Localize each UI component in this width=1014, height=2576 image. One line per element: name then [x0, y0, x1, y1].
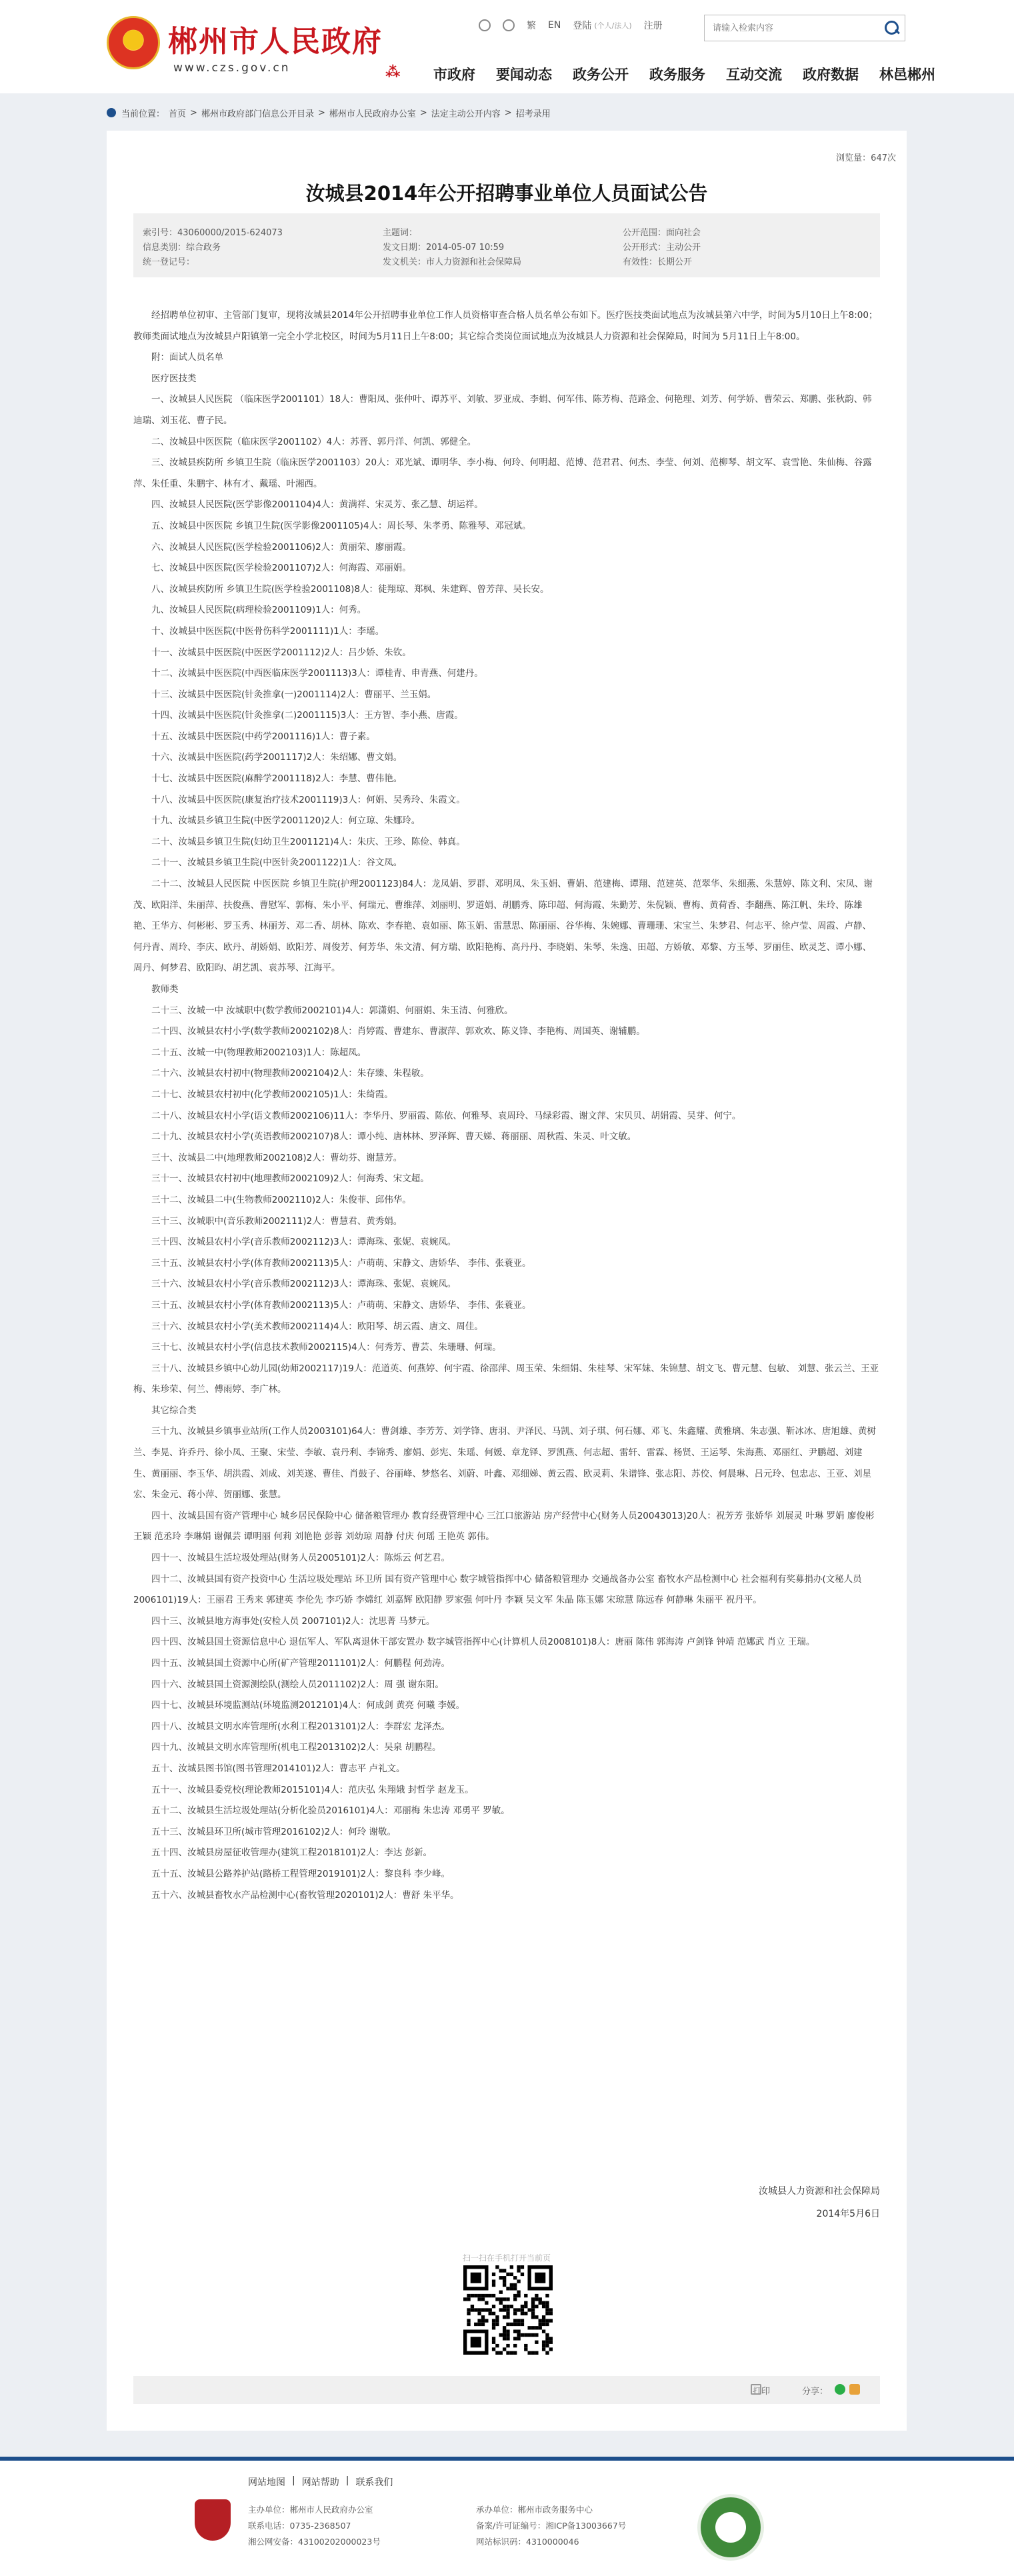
article-paragraph: 四十一、汝城县生活垃圾处理站(财务人员2005101)2人：陈烁云 何艺君。 [151, 1553, 451, 1564]
article-paragraph: 四十二、汝城县国有资产投资中心 生活垃圾处理站 环卫所 国有资产管理中心 数字城管指挥中心 储备粮管理办 交通战备办公室 畜牧水产品检测中心 社会福利有奖募捐办(文秘人员2006101)19人：王丽君 王秀来 郭建英 李伦先 李巧娇 李嫦红 刘嘉辉 欧阳静 罗家强 何叶丹 李颖 吴文军 朱晶 陈玉娜 宋琼慧 陈远春 何静琳 朱丽平 祝丹平。 [133, 1573, 862, 1606]
footer-organizer: 承办单位：郴州市政务服务中心 [476, 2505, 593, 2515]
register-link[interactable]: 注册 [643, 21, 663, 31]
article-paragraph: 五十三、汝城县环卫所(城市管理2016102)2人：何玲 谢敬。 [151, 1826, 397, 1837]
article-paragraph: 十六、汝城县中医医院(药学2001117)2人：朱绍娜、曹文娟。 [151, 752, 403, 763]
article-paragraph: 三十五、汝城县农村小学(体育教师2002113)5人：卢萌萌、宋静文、唐娇华、 李伟、张蓑亚。 [151, 1299, 531, 1311]
nav-item-gov-data[interactable]: 政府数据 [803, 67, 859, 83]
nav-item-linyi-chenzhou[interactable]: 林邑郴州 [879, 67, 935, 83]
article-paragraph: 四十六、汝城县国土资源测绘队(测绘人员2011102)2人：周 强 谢东阳。 [151, 1679, 444, 1690]
article-paragraph: 十九、汝城县乡镇卫生院(中医学2001120)2人：何立琼、朱娜玲。 [151, 815, 421, 827]
footer-phone: 联系电话：0735-2368507 [248, 2521, 351, 2531]
location-pin-icon [107, 108, 116, 117]
national-emblem-icon [107, 16, 160, 69]
article-body [133, 305, 880, 1906]
share-label: 分享： [801, 2387, 828, 2397]
article-paragraph: 十二、汝城县中医医院(中西医临床医学2001113)3人：谭桂青、申青燕、何建丹。 [151, 668, 483, 679]
article-paragraph: 十、汝城县中医医院(中医骨伤科学2001111)1人：李瑶。 [151, 625, 385, 637]
article-paragraph: 三十五、汝城县农村小学(体育教师2002113)5人：卢萌萌、宋静文、唐娇华、 李伟、张蓑亚。 [151, 1257, 531, 1269]
breadcrumb: 当前位置： 首页 > 郴州市政府部门信息公开目录 > 郴州市人民政府办公室 > 法定主动公开内容 > 招考录用 [107, 99, 907, 127]
article-paragraph: 十八、汝城县中医医院(康复治疗技术2001119)3人：何娟、吴秀玲、朱霞文。 [151, 794, 465, 805]
article-paragraph: 十五、汝城县中医医院(中药学2001116)1人：曹子素。 [151, 731, 375, 742]
nav-item-news[interactable]: 要闻动态 [496, 67, 552, 83]
article-paragraph: 七、汝城县中医医院(医学检验2001107)2人：何海霞、邓丽娟。 [151, 563, 411, 574]
site-footer [0, 2457, 1014, 2576]
article-paragraph: 四十四、汝城县国土资源信息中心 退伍军人、军队离退休干部安置办 数字城管指挥中心(计算机人员2008101)8人：唐丽 陈伟 郭海涛 卢剑锋 钟靖 范娜武 肖立 王瑞。 [151, 1637, 815, 1648]
article-paragraph: 三十四、汝城县农村小学(音乐教师2002112)3人：谭海珠、张妮、袁婉凤。 [151, 1237, 457, 1248]
article-paragraph: 五十六、汝城县畜牧水产品检测中心(畜牧管理2020101)2人：曹舒 朱平华。 [151, 1889, 459, 1901]
sign-date: 2014年5月6日 [816, 2209, 880, 2219]
breadcrumb-item[interactable]: 法定主动公开内容 [431, 109, 501, 119]
login-hint: (个人/法人) [594, 21, 632, 30]
article-actions [133, 2376, 880, 2404]
wechat-share-icon[interactable] [835, 2384, 845, 2395]
print-button[interactable]: 打印 [752, 2387, 770, 2397]
elder-mode-icon[interactable] [503, 19, 515, 31]
header-tools [479, 19, 663, 32]
article-paragraph: 二十六、汝城县农村初中(物理教师2002104)2人：朱存臻、朱程敏。 [151, 1068, 429, 1079]
article-paragraph: 三、汝城县疾防所 乡镇卫生院（临床医学2001103）20人：邓光斌、谭明华、李小梅、何玲、何明超、范博、范君君、何杰、李莹、何刘、范柳琴、胡文军、袁雪艳、朱仙梅、谷露萍、朱任重、朱鹏宇、林有才、戴瑶、叶湘西。 [133, 457, 872, 489]
gov-site-seal-icon[interactable] [697, 2494, 764, 2561]
article-paragraph: 三十二、汝城县二中(生物教师2002110)2人：朱俊菲、邱伟华。 [151, 1194, 411, 1205]
english-link[interactable]: EN [548, 20, 561, 31]
meta-publish-form: 公开形式：主动公开 [623, 242, 701, 253]
site-url: www.czs.gov.cn [173, 61, 291, 75]
article-paragraph: 五十、汝城县图书馆(图书管理2014101)2人：曹志平 卢礼文。 [151, 1763, 405, 1774]
article-paragraph: 三十三、汝城职中(音乐教师2002111)2人：曹慧君、黄秀娟。 [151, 1215, 403, 1227]
qr-caption: 扫一扫在手机打开当前页 [462, 2253, 551, 2263]
article-paragraph: 十七、汝城县中医医院(麻醉学2001118)2人：李慧、曹伟艳。 [151, 773, 403, 785]
view-count: 浏览量：647次 [836, 153, 896, 163]
article-paragraph: 四十、汝城县国有资产管理中心 城乡居民保险中心 储备粮管理办 教育经费管理中心 三江口旅游站 房产经营中心(财务人员20043013)20人：祝芳芳 张娇华 刘展灵 叶琳 罗娟 廖俊彬 王颖 范丞玲 李琳娟 谢佩芸 谭明丽 何莉 刘艳艳 彭蓉 刘幼琼 周静 付庆 何瑶 王艳英 郭伟。 [133, 1510, 875, 1543]
article-paragraph: 四十七、汝城县环境监测站(环境监测2012101)4人：何成剑 黄亮 何曦 李媛。 [151, 1700, 465, 1711]
search-icon[interactable] [883, 19, 901, 37]
article-paragraph: 五十二、汝城县生活垃圾处理站(分析化验员2016101)4人：邓丽梅 朱忠涛 邓勇平 罗敏。 [151, 1805, 510, 1817]
meta-category: 信息类别：综合政务 [143, 242, 221, 253]
article-paragraph: 三十八、汝城县乡镇中心幼儿园(幼师2002117)19人：范道英、何燕婷、何宇霞、徐邵萍、周玉荣、朱细娟、朱桂琴、宋军妹、朱锦慧、胡文飞、曹元慧、包敏、 刘慧、张云兰、王亚梅、朱珍荣、何兰、傅雨婷、李广林。 [133, 1363, 879, 1395]
article-paragraph: 五十四、汝城县房屋征收管理办(建筑工程2018101)2人：李达 彭新。 [151, 1847, 433, 1859]
footer-icp[interactable]: 备案/许可证编号：湘ICP备13003667号 [476, 2521, 627, 2531]
meta-topic: 主题词： [383, 227, 418, 238]
footer-site-code: 网站标识码：4310000046 [476, 2537, 579, 2547]
article-title: 汝城县2014年公开招聘事业单位人员面试公告 [305, 182, 708, 205]
breadcrumb-item[interactable]: 招考录用 [515, 109, 551, 119]
article-paragraph: 四十三、汝城县地方海事处(安检人员 2007101)2人：沈思菁 马梦元。 [151, 1615, 435, 1627]
article-paragraph: 三十六、汝城县农村小学(音乐教师2002112)3人：谭海珠、张妮、袁婉凤。 [151, 1279, 457, 1290]
footer-link-help[interactable]: 网站帮助 [301, 2477, 339, 2488]
footer-host: 主办单位：郴州市人民政府办公室 [248, 2505, 373, 2515]
search-box [704, 15, 905, 41]
nav-decoration-icon: ⁂ [385, 64, 401, 81]
search-input[interactable] [705, 15, 871, 41]
nav-item-services[interactable]: 政务服务 [649, 67, 705, 83]
traditional-chinese-link[interactable]: 繁 [527, 21, 536, 31]
article-paragraph: 三十、汝城县二中(地理教师2002108)2人：曹幼芬、谢慧芳。 [151, 1152, 403, 1163]
meta-unified-code: 统一登记号： [143, 257, 195, 267]
nav-item-city-gov[interactable]: 市政府 [433, 67, 475, 83]
article-paragraph: 四十九、汝城县文明水库管理所(机电工程2013102)2人：吴泉 胡鹏程。 [151, 1742, 441, 1753]
weibo-share-icon[interactable] [849, 2384, 860, 2395]
article-paragraph: 二十二、汝城县人民医院 中医医院 乡镇卫生院(护理2001123)84人：龙凤娟、罗群、邓明凤、朱玉娟、曹娟、范建梅、谭翔、范建英、范翠华、朱细燕、朱慧婷、陈文利、宋凤、谢茂、欧阳洋、朱丽萍、扶俊燕、曹慰军、郭梅、朱小平、何瑞元、曹维萍、刘丽明、罗道娟、胡鹏秀、陈印超、何海霞、朱勤芳、朱倪颖、曹梅、黄荷香、李翻燕、陈江帆、朱玲、陈雄艳、王华方、何彬彬、罗玉秀、林丽芳、邓二香、胡林、陈欢、李春艳、袁如丽、陈玉娟、雷慧思、陈丽丽、谷华梅、朱婉娜、曹珊珊、宋宝兰、朱梦君、何志平、徐卢莹、周霞、卢静、何丹青、周玲、李庆、欧丹、胡娇娟、欧阳芳、周俊芳、何芳华、朱文清、何方瑞、欧阳艳梅、高丹丹、李晓娟、朱琴、朱逸、田超、方娇敏、邓黎、方玉琴、罗丽佳、欧灵芝、谭小娜、周丹、何梦君、欧阳昀、胡艺凯、袁苏琴、江海平。 [133, 879, 873, 974]
footer-link-sitemap[interactable]: 网站地图 [248, 2477, 285, 2488]
article-paragraph: 二十七、汝城县农村初中(化学教师2002105)1人：朱绮霞。 [151, 1089, 393, 1100]
meta-validity: 有效性：长期公开 [623, 257, 693, 267]
article-paragraph: 一、汝城县人民医院 （临床医学2001101）18人：曹阳凤、张仲叶、谭苏平、刘敏、罗亚成、李娟、何军伟、陈芳梅、范路金、何艳理、刘芳、何学娇、曹荣云、郑鹏、张秋韵、韩迪瑞、刘玉花、曹子民。 [133, 394, 872, 426]
article-paragraph: 二十五、汝城一中(物理教师2002103)1人：陈超凤。 [151, 1047, 367, 1058]
accessibility-icon[interactable] [479, 19, 491, 31]
article-paragraph: 医疗医技类 [151, 373, 197, 384]
footer-col-2 [476, 2502, 626, 2550]
breadcrumb-item[interactable]: 首页 [169, 109, 187, 119]
article-paragraph: 四十八、汝城县文明水库管理所(水利工程2013101)2人：李群宏 龙泽杰。 [151, 1721, 451, 1732]
footer-police[interactable]: 湘公网安备：43100202000023号 [248, 2537, 381, 2547]
article-paragraph: 十四、汝城县中医医院(针灸推拿(二)2001115)3人：王方智、李小燕、唐霞。 [151, 710, 463, 721]
article-card [107, 131, 907, 2431]
article-paragraph: 二、汝城县中医医院（临床医学2001102）4人：苏晋、郭丹洋、何凯、郭健全。 [151, 436, 477, 447]
print-icon[interactable] [751, 2384, 761, 2395]
breadcrumb-item[interactable]: 郴州市人民政府办公室 [329, 109, 416, 119]
meta-publish-range: 公开范围：面向社会 [623, 227, 701, 238]
article-paragraph: 三十九、汝城县乡镇事业站所(工作人员2003101)64人：曹剑雄、李芳芳、刘学锋、唐羽、尹泽民、马凯、刘子琪、何石娜、邓飞、朱鑫耀、黄雅璃、朱志强、靳冰冰、唐旭雄、黄树兰、李晃、许乔丹、徐小凤、王聚、宋莹、李敏、袁丹利、李锦秀、廖娟、彭宪、朱瑶、何媛、章龙铎、罗凯燕、何志超、雷轩、雷霖、杨贤、王运琴、朱海燕、邓丽红、尹鹏超、刘建生、黄丽丽、李玉华、胡洪霞、刘成、刘芙遂、曹佳、肖鼓子、谷丽峰、梦悠名、刘蔚、叶鑫、邓细娣、黄云霞、欧灵莉、朱谱锋、张志阳、苏佼、何晨琳、吕元玲、包忠志、王亚、刘星宏、朱金元、蒋小萍、贺丽娜、张慧。 [133, 1426, 876, 1501]
article-paragraph: 二十一、汝城县乡镇卫生院(中医针灸2001122)1人：谷文凤。 [151, 857, 403, 869]
article-paragraph: 经招聘单位初审、主管部门复审，现将汝城县2014年公开招聘事业单位工作人员资格审查合格人员名单公布如下。医疗医技类面试地点为汝城县第六中学，时间为5月10日上午8:00；教师类面试地点为汝城县卢阳镇第一完全小学北校区，时间为5月11日上午8:00；其它综合类岗位面试地点为汝城县人力资源和社会保障局，时间为 5月11日上午8:00。 [133, 310, 878, 342]
article-paragraph: 其它综合类 [151, 1405, 197, 1416]
article-paragraph: 教师类 [151, 984, 179, 995]
article-paragraph: 二十八、汝城县农村小学(语文教师2002106)11人：李华丹、罗丽霞、陈依、何雅琴、袁周玲、马绿彩霞、谢文萍、宋贝贝、胡娟霞、吴芽、何宁。 [151, 1110, 741, 1121]
sign-org: 汝城县人力资源和社会保障局 [759, 2186, 880, 2197]
article-paragraph: 八、汝城县疾防所 乡镇卫生院(医学检验2001108)8人：徒翔琼、郑枫、朱建辉、曾芳萍、吴长安。 [151, 583, 549, 595]
article-paragraph: 二十四、汝城县农村小学(数学教师2002102)8人：肖婷霞、曹建东、曹淑萍、郭欢欢、陈义锋、李艳梅、周国英、谢辅鹏。 [151, 1026, 645, 1037]
article-paragraph: 三十七、汝城县农村小学(信息技术教师2002115)4人：何秀芳、曹芸、朱珊珊、何瑞。 [151, 1342, 501, 1353]
footer-links: 网站地图 | 网站帮助 | 联系我们 [248, 2475, 393, 2488]
article-paragraph: 六、汝城县人民医院(医学检验2001106)2人：黄丽荣、廖丽霞。 [151, 541, 411, 553]
article-paragraph: 十一、汝城县中医医院(中医医学2001112)2人：吕少娇、朱钦。 [151, 647, 411, 658]
article-paragraph: 三十六、汝城县农村小学(美术教师2002114)4人：欧阳琴、胡云霞、唐文、周佳。 [151, 1321, 483, 1332]
login-link[interactable]: 登陆 [573, 21, 592, 31]
article-paragraph: 二十九、汝城县农村小学(英语教师2002107)8人：谭小纯、唐林林、罗泽辉、曹天娣、蒋丽丽、周秋霞、朱灵、叶文敏。 [151, 1131, 637, 1143]
party-gov-badge-icon[interactable] [195, 2499, 231, 2541]
article-paragraph: 四十五、汝城县国土资源中心所(矿产管理2011101)2人：何鹏程 何劲涛。 [151, 1658, 451, 1669]
site-header [0, 0, 1014, 93]
footer-link-contact[interactable]: 联系我们 [355, 2477, 393, 2488]
article-paragraph: 十三、汝城县中医医院(针灸推拿(一)2001114)2人：曹丽平、兰玉娟。 [151, 689, 437, 700]
breadcrumb-prefix: 当前位置： [121, 109, 165, 119]
meta-issuer: 发文机关：市人力资源和社会保障局 [383, 257, 522, 267]
meta-index-no: 索引号：43060000/2015-624073 [143, 227, 283, 238]
site-title[interactable]: 郴州市人民政府 [168, 25, 383, 59]
article-meta [133, 213, 880, 277]
nav-item-interaction[interactable]: 互动交流 [726, 67, 782, 83]
article-paragraph: 五、汝城县中医医院 乡镇卫生院(医学影像2001105)4人：周长琴、朱孝勇、陈雅琴、邓冠斌。 [151, 520, 531, 531]
article-paragraph: 九、汝城县人民医院(病理检验2001109)1人：何秀。 [151, 605, 367, 616]
article-paragraph: 二十三、汝城一中 汝城职中(数学教师2002101)4人：郭潇娟、何丽娟、朱玉清、何雅欣。 [151, 1005, 513, 1016]
article-paragraph: 五十一、汝城县委党校(理论教师2015101)4人：范庆弘 朱翔娥 封哲学 赵龙玉。 [151, 1784, 474, 1795]
article-paragraph: 附：面试人员名单 [151, 352, 223, 363]
article-paragraph: 三十一、汝城县农村初中(地理教师2002109)2人：何海秀、宋文超。 [151, 1173, 429, 1185]
nav-item-gov-affairs[interactable]: 政务公开 [573, 67, 629, 83]
qr-code-icon [463, 2265, 553, 2355]
footer-col-1 [248, 2502, 381, 2550]
main-nav [433, 64, 935, 84]
meta-issue-date: 发文日期：2014-05-07 10:59 [383, 242, 505, 253]
breadcrumb-item[interactable]: 郴州市政府部门信息公开目录 [201, 109, 314, 119]
article-paragraph: 二十、汝城县乡镇卫生院(妇幼卫生2001121)4人：朱庆、王珍、陈俭、韩真。 [151, 836, 465, 847]
article-paragraph: 五十五、汝城县公路养护站(路桥工程管理2019101)2人：黎良科 李少峰。 [151, 1868, 451, 1879]
article-paragraph: 四、汝城县人民医院(医学影像2001104)4人：黄满祥、宋灵芳、张乙慧、胡运祥。 [151, 499, 483, 511]
